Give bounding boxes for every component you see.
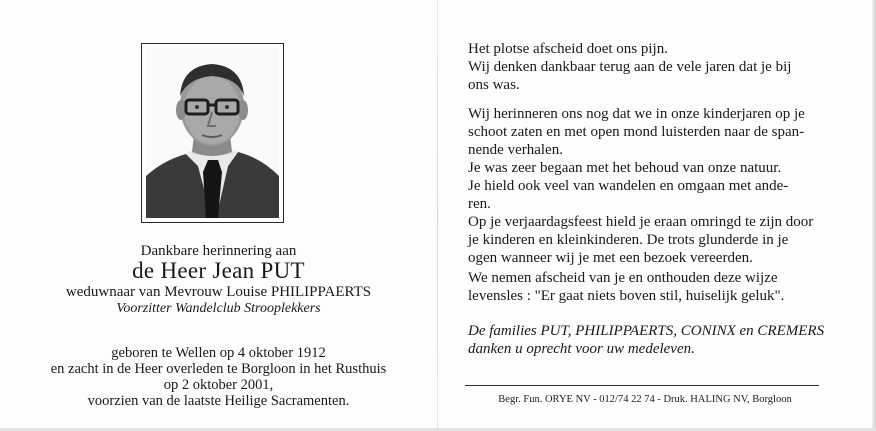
widower-line: weduwnaar van Mevrouw Louise PHILIPPAERTS [65, 284, 372, 300]
deceased-name: de Heer Jean PUT [132, 258, 305, 283]
text-line: levensles : "Er gaat niets boven stil, huiselijk geluk". [468, 288, 785, 304]
card-fold-line [437, 0, 438, 431]
text-line: nende verhalen. [468, 142, 563, 158]
life-lesson-paragraph [468, 269, 828, 305]
death-date-line: op 2 oktober 2001, [163, 377, 274, 393]
text-line: Wij denken dankbaar terug aan de vele jaren dat je bij [468, 59, 792, 75]
text-line: Je hield ook veel van wandelen en omgaan met ande- [468, 178, 789, 194]
sacraments-line: voorzien van de laatste Heilige Sacramenten. [87, 393, 350, 409]
text-line: Je was zeer begaan met het behoud van onze natuur. [468, 160, 782, 176]
text-line: Op je verjaardagsfeest hield je eraan omringd te zijn door [468, 214, 814, 230]
text-line: Wij herinneren ons nog dat we in onze kinderjaren op je [468, 106, 805, 122]
text-line: schoot zaten en met open mond luisterden naar de span- [468, 124, 805, 140]
chair-line: Voorzitter Wandelclub Strooplekkers [116, 301, 321, 316]
text-line: danken u oprecht voor uw medeleven. [468, 341, 695, 357]
printer-footer: Begr. Fun. ORYE NV - 012/74 22 74 - Druk. HALING NV, Borgloon [498, 394, 792, 405]
families-thanks [468, 322, 828, 358]
death-line: en zacht in de Heer overleden te Borgloon in het Rusthuis [50, 361, 387, 377]
text-line: We nemen afscheid van je en onthouden deze wijze [468, 270, 778, 286]
portrait-frame [141, 43, 284, 223]
text-line: Het plotse afscheid doet ons pijn. [468, 41, 668, 57]
portrait-photo-icon [146, 48, 279, 218]
text-line: ren. [468, 196, 491, 212]
birth-line: geboren te Wellen op 4 oktober 1912 [111, 345, 326, 361]
text-line: De families PUT, PHILIPPAERTS, CONINX en CREMERS [468, 323, 825, 339]
text-line: ogen wanneer wij je met een bezoek vereerden. [468, 250, 753, 266]
footer-divider [465, 385, 819, 386]
text-line: ons was. [468, 77, 520, 93]
card-edge-right [872, 0, 876, 431]
memories-paragraph [468, 105, 828, 267]
farewell-paragraph [468, 40, 828, 94]
remembrance-intro: Dankbare herinnering aan [140, 243, 297, 259]
text-line: je kinderen en kleinkinderen. De trots glunderde in je [468, 232, 789, 248]
